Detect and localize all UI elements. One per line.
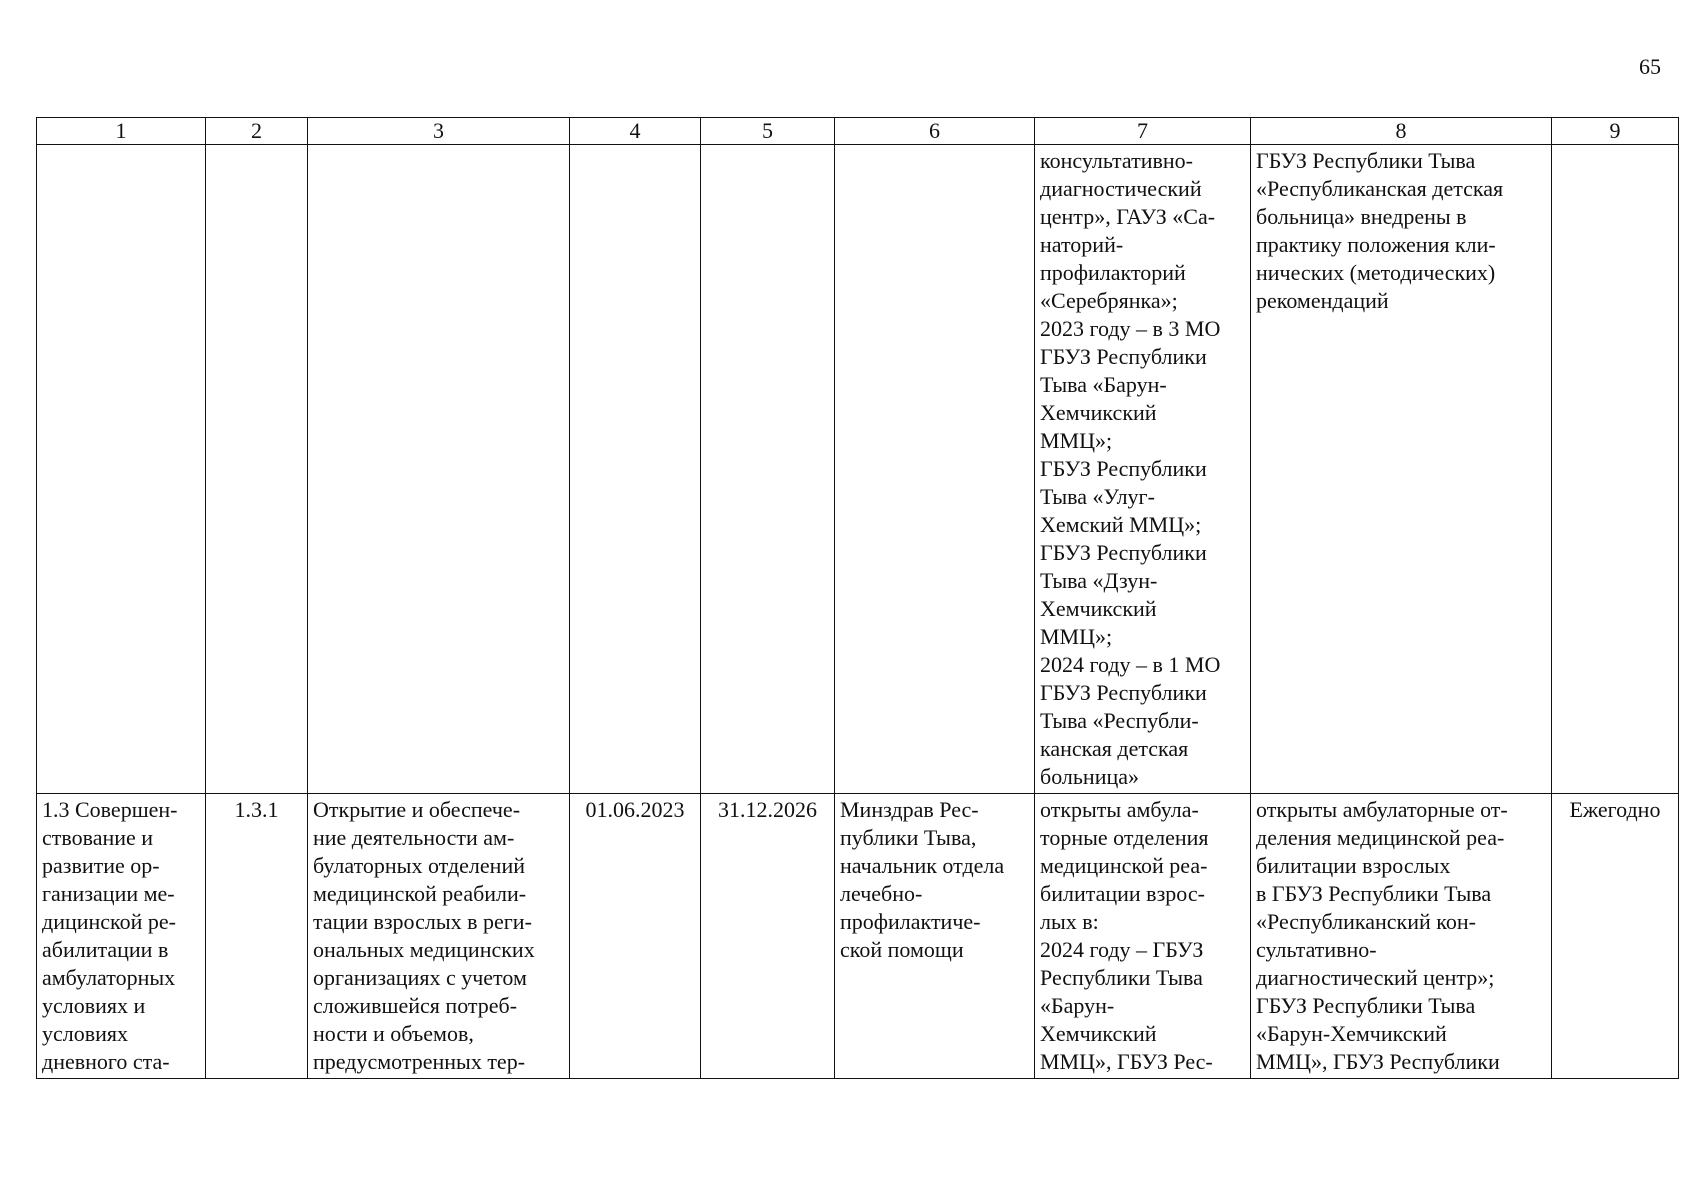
table-header-row — [37, 118, 1679, 145]
table-cell: 1.3 Совершен- ствование и развитие ор- ганизации ме- дицинской ре- абилитации в амбулаторных условиях и условиях дневного ста- — [37, 794, 206, 1079]
table-cell — [37, 145, 206, 794]
table-cell — [835, 145, 1035, 794]
column-header-2: 2 — [206, 118, 308, 145]
page-number: 65 — [1639, 54, 1661, 79]
column-header-3: 3 — [308, 118, 570, 145]
table-cell — [308, 145, 570, 794]
table-cell — [1552, 145, 1679, 794]
table-cell: консультативно- диагностический центр», ГАУЗ «Са- наторий- профилакторий «Серебрянка»; 2023 году – в 3 МО ГБУЗ Республики Тыва «Барун- Хемчикский ММЦ»; ГБУЗ Республики Тыва «Улуг- Хемский ММЦ»; ГБУЗ Республики Тыва «Дзун- Хемчикский ММЦ»; 2024 году – в 1 МО ГБУЗ Республики Тыва «Республи- канская детская больница» — [1035, 145, 1251, 794]
document-table — [36, 117, 1679, 1079]
table-cell — [701, 145, 835, 794]
table-cell — [570, 145, 701, 794]
table-cell: Минздрав Рес- публики Тыва, начальник отдела лечебно- профилактиче- ской помощи — [835, 794, 1035, 1079]
table-cell: открыты амбулаторные от- деления медицинской реа- билитации взрослых в ГБУЗ Республики Тыва «Республиканский кон- сультативно- диагностический центр»; ГБУЗ Республики Тыва «Барун-Хемчикский ММЦ», ГБУЗ Республики — [1251, 794, 1552, 1079]
table-cell: открыты амбула- торные отделения медицинской реа- билитации взрос- лых в: 2024 году – ГБУЗ Республики Тыва «Барун- Хемчикский ММЦ», ГБУЗ Рес- — [1035, 794, 1251, 1079]
column-header-8: 8 — [1251, 118, 1552, 145]
table-cell: Ежегодно — [1552, 794, 1679, 1079]
table-cell: Открытие и обеспече- ние деятельности ам- булаторных отделений медицинской реабили- тации взрослых в реги- ональных медицинских организациях с учетом сложившейся потреб- ности и объемов, предусмотренных тер- — [308, 794, 570, 1079]
table-cell — [206, 145, 308, 794]
column-header-1: 1 — [37, 118, 206, 145]
table-row — [37, 794, 1679, 1079]
column-header-7: 7 — [1035, 118, 1251, 145]
table-row — [37, 145, 1679, 794]
table-cell: 31.12.2026 — [701, 794, 835, 1079]
table-cell: 1.3.1 — [206, 794, 308, 1079]
column-header-4: 4 — [570, 118, 701, 145]
table-cell: 01.06.2023 — [570, 794, 701, 1079]
column-header-9: 9 — [1552, 118, 1679, 145]
column-header-5: 5 — [701, 118, 835, 145]
table-cell: ГБУЗ Республики Тыва «Республиканская детская больница» внедрены в практику положения кли- нических (методических) рекомендаций — [1251, 145, 1552, 794]
column-header-6: 6 — [835, 118, 1035, 145]
